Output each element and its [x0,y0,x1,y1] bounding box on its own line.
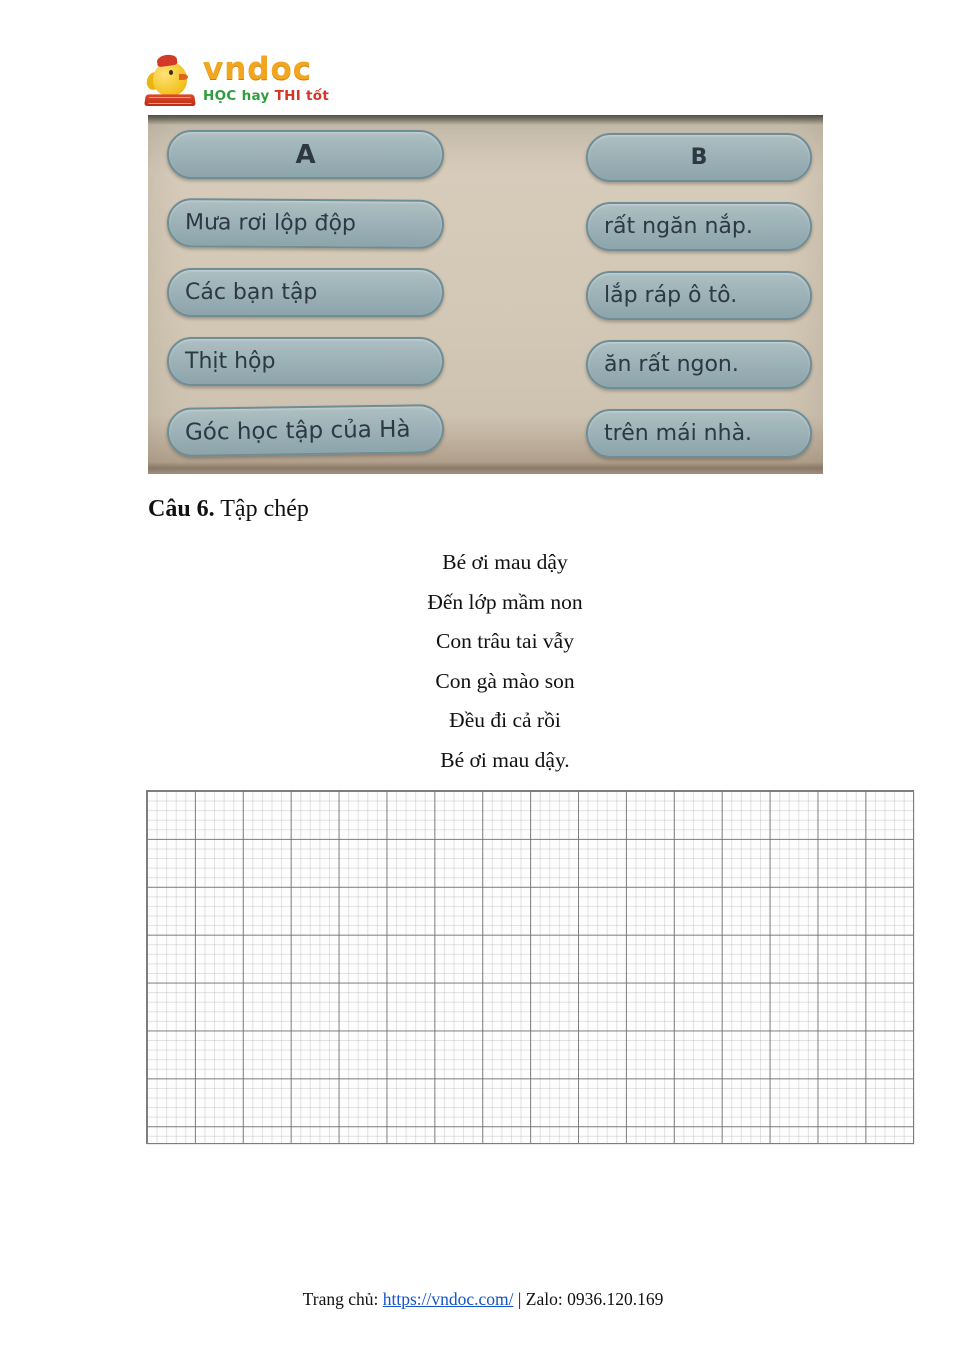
poem-line: Bé ơi mau dậy. [440,747,570,772]
vndoc-logo [145,52,335,110]
matching-column-b [586,133,812,458]
chick-mascot-icon [145,54,197,106]
column-a-item: Mưa rơi lộp độp [167,198,444,249]
matching-exercise-photo [148,115,823,474]
poem-line: Đến lớp mầm non [427,589,583,614]
dictation-poem [100,543,910,780]
column-b-item: trên mái nhà. [586,409,812,458]
brand-tagline [203,88,329,104]
tagline-red: THI tốt [274,88,330,104]
poem-line: Bé ơi mau dậy [442,550,568,574]
footer-zalo: Zalo: 0936.120.169 [525,1289,664,1309]
question-instruction: Tập chép [220,496,309,522]
matching-column-a [167,130,444,455]
poem-line: Con gà mào son [435,668,575,693]
handwriting-grid-paper [146,790,914,1144]
poem-line: Đều đi cả rồi [449,708,561,732]
poem-line: Con trâu tai vẫy [436,629,574,653]
footer-home-link[interactable]: https://vndoc.com/ [382,1289,514,1309]
footer-separator: | [517,1289,522,1309]
question-number: Câu 6. [148,496,215,522]
column-a-item: Các bạn tập [167,268,444,317]
column-b-header: B [586,133,812,182]
brand-name: vndoc [203,51,313,87]
footer-home-label: Trang chủ: [302,1289,379,1309]
column-a-item: Thịt hộp [167,337,444,386]
column-a-header: A [167,130,444,179]
exercise-heading [148,496,309,523]
tagline-green: HỌC hay [203,88,270,104]
column-b-item: lắp ráp ô tô. [586,271,812,320]
column-b-item: ăn rất ngon. [586,340,812,389]
page-footer [0,1289,966,1310]
column-b-item: rất ngăn nắp. [586,202,812,251]
column-a-item: Góc học tập của Hà [167,404,445,457]
